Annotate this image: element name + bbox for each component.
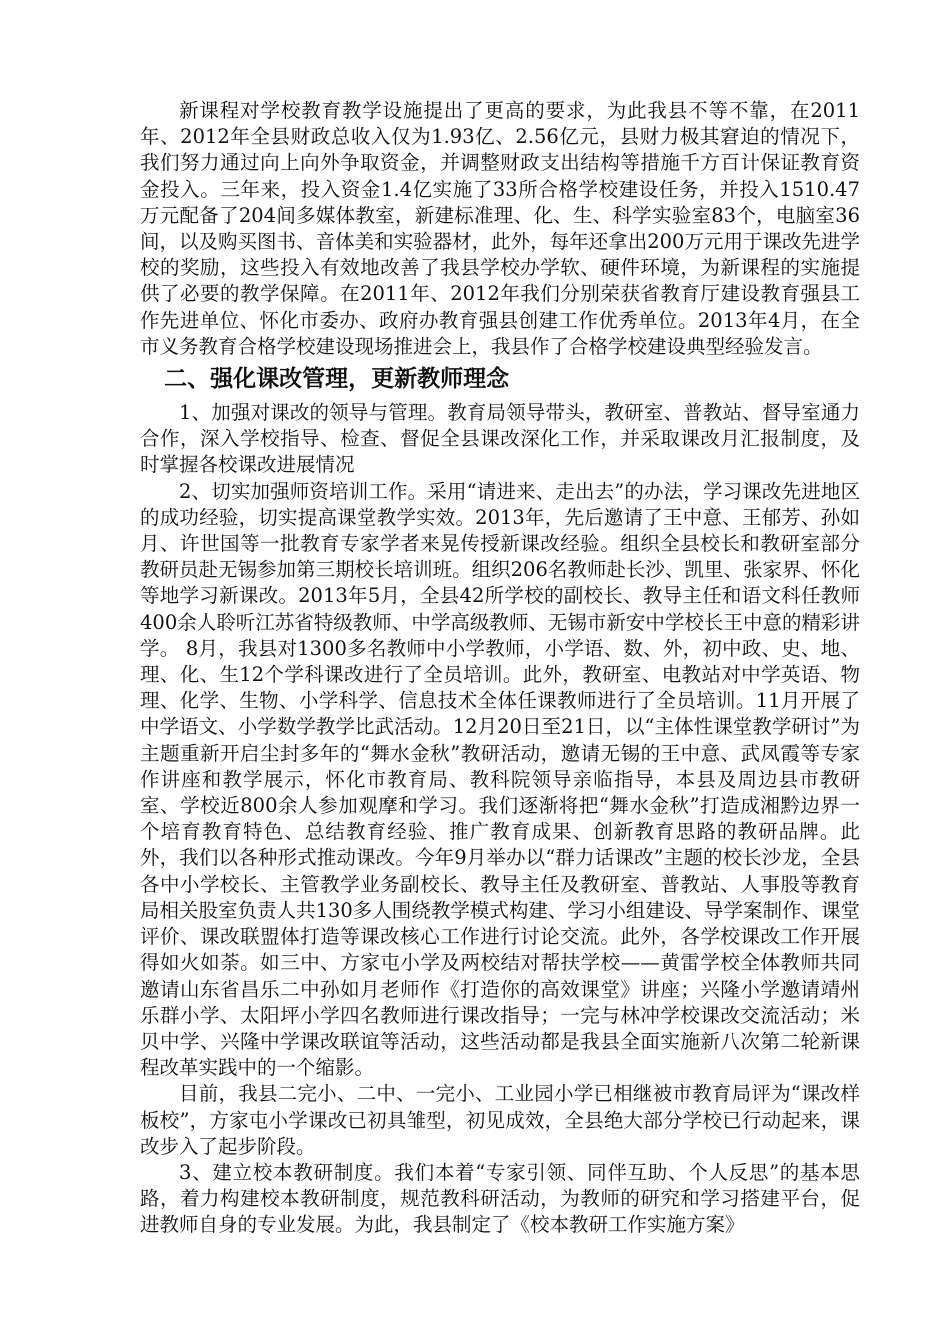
document-page (140, 98, 860, 1239)
paragraph-training: 2、切实加强师资培训工作。采用“请进来、走出去”的办法，学习课改先进地区的成功经验，切实提高课堂教学实效。2013年，先后邀请了王中意、王郁芳、孙如月、许世国等一批教育专家学者来晃传授新课改经验。组织全县校长和教研室部分教研员赴无锡参加第三期校长培训班。组织206名教师赴长沙、凯里、张家界、怀化等地学习新课改。2013年5月，全县42所学校的副校长、教导主任和语文科任教师400余人聆听江苏省特级教师、中学高级教师、无锡市新安中学校长王中意的精彩讲学。 8月，我县对1300多名教师中小学教师，小学语、数、外，初中政、史、地、理、化、生12个学科课改进行了全员培训。此外，教研室、电教站对中学英语、物理、化学、生物、小学科学、信息技术全体任课教师进行了全员培训。11月开展了中学语文、小学数学教学比武活动。12月20日至21日，以“主体性课堂教学研讨”为主题重新开启尘封多年的“舞水金秋”教研活动，邀请无锡的王中意、武凤霞等专家作讲座和教学展示，怀化市教育局、教科院领导亲临指导，本县及周边县市教研室、学校近800余人参加观摩和学习。我们逐渐将把“舞水金秋”打造成湘黔边界一个培育教育特色、总结教育经验、推广教育成果、创新教育思路的教研品牌。此外，我们以各种形式推动课改。今年9月举办以“群力话课改”主题的校长沙龙，全县各中小学校长、主管教学业务副校长、教导主任及教研室、普教站、人事股等教育局相关股室负责人共130多人围绕教学模式构建、学习小组建设、导学案制作、课堂评价、课改联盟体打造等课改核心工作进行讨论交流。此外，各学校课改工作开展得如火如荼。如三中、方家屯小学及两校结对帮扶学校——黄雷学校全体教师共同邀请山东省昌乐二中孙如月老师作《打造你的高效课堂》讲座；兴隆小学邀请靖州乐群小学、太阳坪小学四名教师进行课改指导；一完与林冲学校课改交流活动；米贝中学、兴隆中学课改联谊等活动，这些活动都是我县全面实施新八次第二轮新课程改革实践中的一个缩影。 (140, 479, 860, 1080)
paragraph-model-schools: 目前，我县二完小、二中、一完小、工业园小学已相继被市教育局评为“课改样板校”，方家屯小学课改已初具雏型，初见成效，全县绝大部分学校已行动起来，课改步入了起步阶段。 (140, 1082, 860, 1158)
paragraph-school-research: 3、建立校本教研制度。我们本着“专家引领、同伴互助、个人反思”的基本思路，着力构建校本教研制度，规范教科研活动，为教师的研究和学习搭建平台，促进教师自身的专业发展。为此，我县制定了《校本教研工作实施方案》 (140, 1160, 860, 1237)
section-heading: 二、强化课改管理，更新教师理念 (164, 366, 510, 393)
paragraph-funding: 新课程对学校教育教学设施提出了更高的要求，为此我县不等不靠，在2011年、2012年全县财政总收入仅为1.93亿、2.56亿元，县财力极其窘迫的情况下，我们努力通过向上向外争取资金，并调整财政支出结构等措施千方百计保证教育资金投入。三年来，投入资金1.4亿实施了33所合格学校建设任务，并投入1510.47万元配备了204间多媒体教室，新建标准理、化、生、科学实验室83个，电脑室36间，以及购买图书、音体美和实验器材，此外，每年还拿出200万元用于课改先进学校的奖励，这些投入有效地改善了我县学校办学软、硬件环境，为新课程的实施提供了必要的教学保障。在2011年、2012年我们分别荣获省教育厅建设教育强县工作先进单位、怀化市委办、政府办教育强县创建工作优秀单位。2013年4月，在全市义务教育合格学校建设现场推进会上，我县作了合格学校建设典型经验发言。 (140, 99, 860, 358)
paragraph-leadership: 1、加强对课改的领导与管理。教育局领导带头，教研室、普教站、督导室通力合作，深入学校指导、检查、督促全县课改深化工作，并采取课改月汇报制度，及时掌握各校课改进展情况 (140, 401, 860, 477)
